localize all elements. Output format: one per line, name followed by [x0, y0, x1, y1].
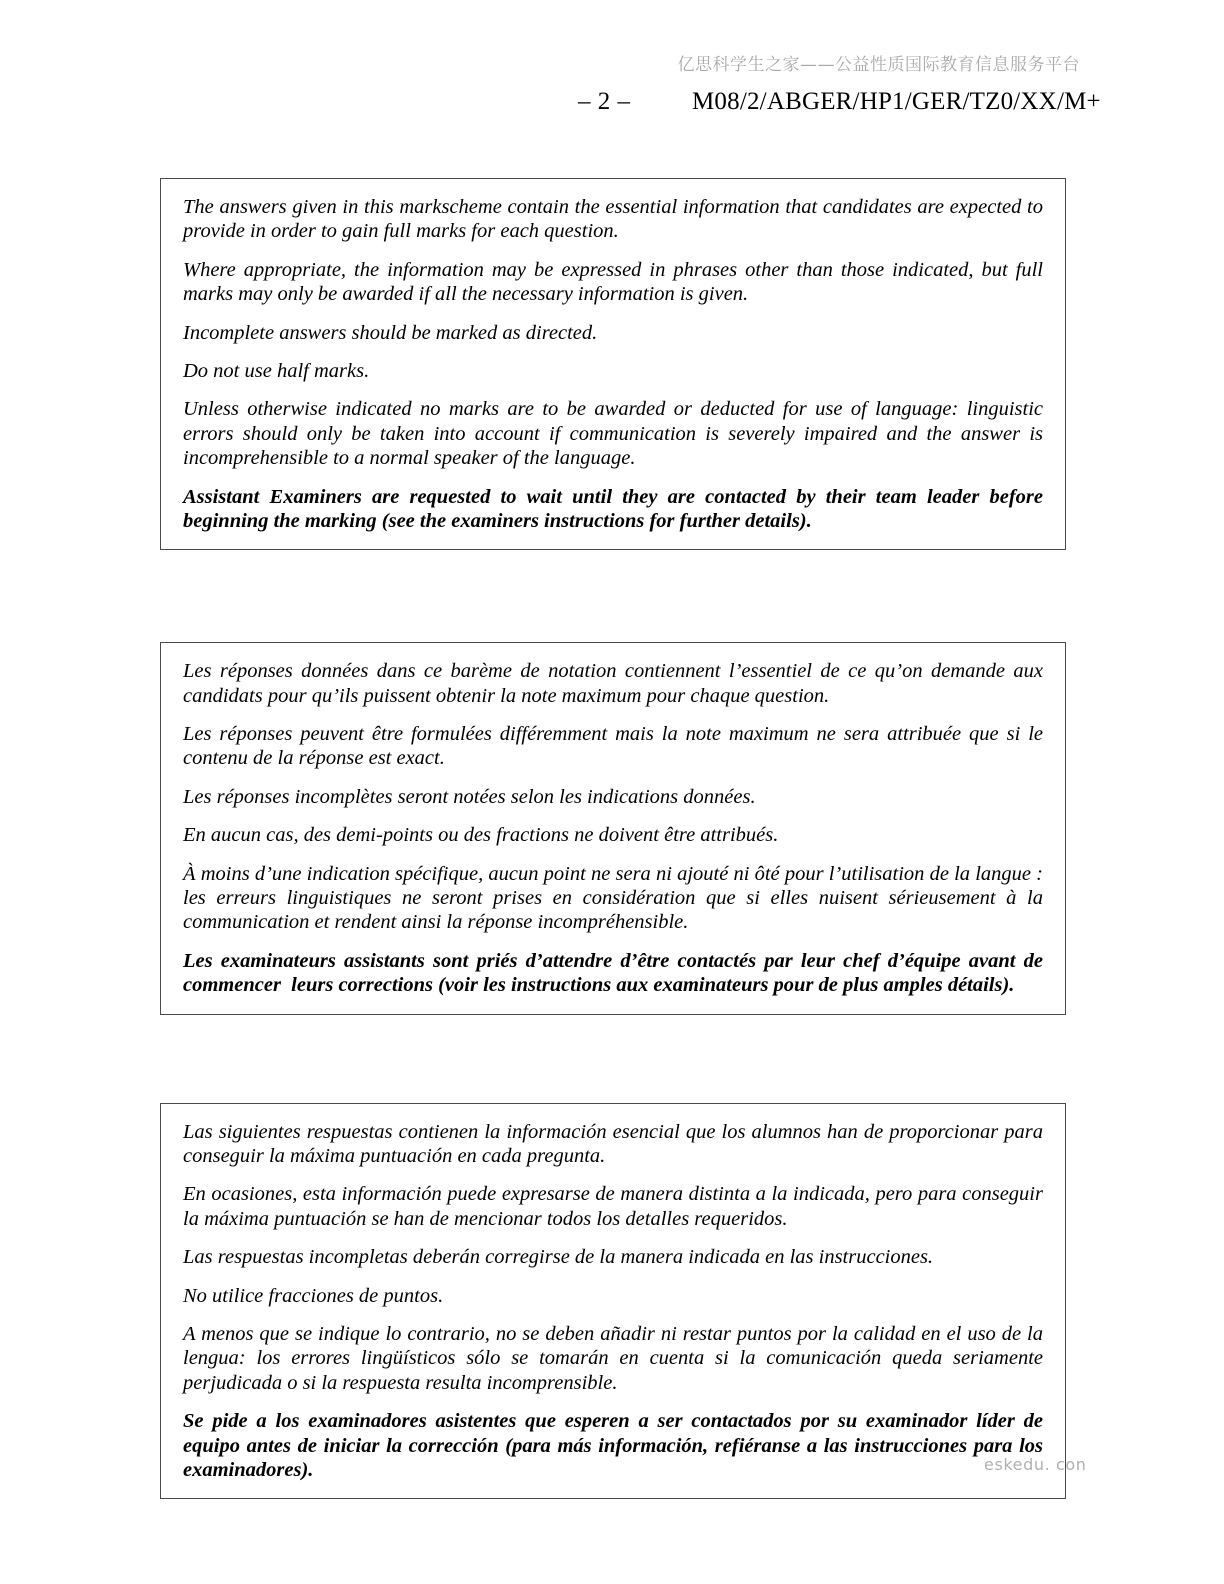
footer-site-watermark: eskedu. con [984, 1455, 1087, 1474]
notice-paragraph: Do not use half marks. [183, 359, 370, 382]
chinese-site-watermark: 亿思科学生之家——公益性质国际教育信息服务平台 [677, 55, 1080, 75]
notice-paragraph: Incomplete answers should be marked as directed. [183, 321, 598, 344]
header-code-line [0, 88, 1224, 122]
notice-box-spanish [160, 1103, 1066, 1500]
markscheme-notice-boxes [160, 178, 1066, 1499]
box-spacer [160, 550, 1066, 642]
notice-paragraph: Les réponses incomplètes seront notées selon les indications données. [183, 785, 756, 808]
notice-paragraph: En ocasiones, esta información puede expresarse de manera distinta a la indicada, pero para conseguir la máxima puntuación se han de mencionar todos los detalles requeridos. [183, 1183, 1049, 1230]
notice-box-english [160, 178, 1066, 550]
notice-paragraph: Las siguientes respuestas contienen la información esencial que los alumnos han de proporcionar para conseguir la máxima puntuación en cada pregunta. [183, 1120, 1049, 1167]
notice-paragraph: En aucun cas, des demi-points ou des fractions ne doivent être attribués. [183, 824, 779, 847]
notice-paragraph: No utilice fracciones de puntos. [183, 1284, 444, 1307]
notice-paragraph: Where appropriate, the information may be expressed in phrases other than those indicated, but full marks may only be awarded if all the necessary information is given. [183, 258, 1049, 306]
page-number: – 2 – [578, 88, 631, 115]
notice-paragraph-emphasis: Les examinateurs assistants sont priés d’attendre d’être contactés par leur chef d’équipe avant de commencer leurs corrections (voir les instructions aux examinateurs pour de plus amples détails). [183, 949, 1049, 997]
notice-paragraph: Las respuestas incompletas deberán corregirse de la manera indicada en las instrucciones. [183, 1246, 934, 1269]
notice-paragraph: Les réponses données dans ce barème de notation contiennent l’essentiel de ce qu’on demande aux candidats pour qu’ils puissent obtenir la note maximum pour chaque question. [183, 660, 1049, 707]
paper-code: M08/2/ABGER/HP1/GER/TZ0/XX/M+ [692, 88, 1101, 115]
notice-box-french [160, 642, 1066, 1014]
notice-paragraph: A menos que se indique lo contrario, no se deben añadir ni restar puntos por la calidad en el uso de la lengua: los errores lingüísticos sólo se tomarán en cuenta si la comunicación queda seriamente perjudicada o si la respuesta resulta incomprensible. [183, 1322, 1049, 1394]
box-spacer [160, 1015, 1066, 1103]
notice-paragraph: The answers given in this markscheme contain the essential information that candidates are expected to provide in order to gain full marks for each question. [183, 196, 1049, 243]
notice-paragraph-emphasis: Se pide a los examinadores asistentes que esperen a ser contactados por su examinador líder de equipo antes de iniciar la corrección (para más información, refiéranse a las instrucciones para los examinadores). [183, 1410, 1049, 1481]
notice-paragraph: À moins d’une indication spécifique, aucun point ne sera ni ajouté ni ôté pour l’utilisation de la langue : les erreurs linguistiques ne seront prises en considération que si elles nuisent sérieusement à la communication et rendent ainsi la réponse incompréhensible. [183, 862, 1049, 934]
notice-paragraph: Unless otherwise indicated no marks are to be awarded or deducted for use of language: linguistic errors should only be taken into account if communication is severely impaired and the answer is incomprehensible to a normal speaker of the language. [183, 398, 1049, 470]
notice-paragraph: Les réponses peuvent être formulées différemment mais la note maximum ne sera attribuée que si le contenu de la réponse est exact. [183, 723, 1049, 770]
notice-paragraph-emphasis: Assistant Examiners are requested to wait until they are contacted by their team leader before beginning the marking (see the examiners instructions for further details). [183, 485, 1049, 532]
